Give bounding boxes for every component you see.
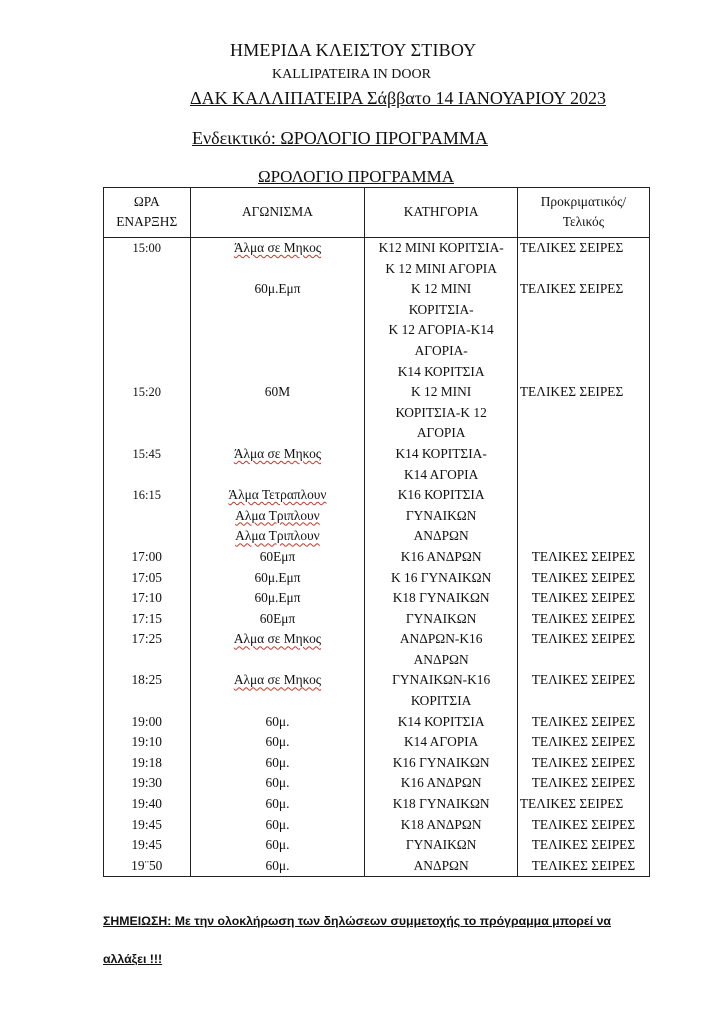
category-line: Κ 12 ΜΙΝΙ [411, 384, 472, 400]
document-title: ΗΜΕΡΙΔΑ ΚΛΕΙΣΤΟΥ ΣΤΙΒΟΥ [230, 40, 477, 60]
header-event-label: ΑΓΩΝΙΣΜΑ [242, 204, 313, 219]
header-time [104, 188, 191, 238]
table-row [104, 773, 650, 794]
cell-time [104, 279, 191, 382]
cell-event [190, 444, 365, 485]
event-text: 60μ. [265, 796, 290, 812]
table-row [104, 279, 650, 382]
category-line: Κ14 ΚΟΡΙΤΣΙΑ [397, 363, 485, 379]
header-category-label: ΚΑΤΗΓΟΡΙΑ [403, 204, 479, 219]
category-line: ΚΟΡΙΤΣΙΑ-Κ 12 [395, 404, 487, 420]
cell-type: ΤΕΛΙΚΕΣ ΣΕΙΡΕΣ [517, 588, 649, 609]
event-text: Αλμα σε Μηκος [233, 631, 322, 647]
table-row [104, 732, 650, 753]
cell-category [365, 588, 517, 609]
category-line: Κ14 ΑΓΟΡΙΑ [403, 734, 479, 750]
schedule-title: ΩΡΟΛΟΓΙΟ ΠΡΟΓΡΑΜΜΑ [258, 167, 455, 186]
cell-type: ΤΕΛΙΚΕΣ ΣΕΙΡΕΣ [517, 382, 649, 444]
cell-time: 15:20 [104, 382, 191, 444]
cell-type: ΤΕΛΙΚΕΣ ΣΕΙΡΕΣ [517, 712, 649, 733]
cell-event [190, 568, 365, 589]
table-row [104, 568, 650, 589]
event-line [191, 547, 365, 568]
cell-event [190, 238, 365, 280]
category-line: ΓΥΝΑΙΚΩΝ [405, 507, 477, 523]
cell-category [365, 485, 517, 547]
table-row [104, 712, 650, 733]
cell-type [517, 485, 649, 547]
cell-time: 16:15 [104, 485, 191, 547]
category-line: ΑΓΟΡΙΑ- [414, 342, 468, 358]
cell-type: ΤΕΛΙΚΕΣ ΣΕΙΡΕΣ [517, 279, 649, 382]
cell-event [190, 279, 365, 382]
category-line: ΑΝΔΡΩΝ [413, 651, 469, 667]
event-line [191, 629, 365, 650]
cell-type: ΤΕΛΙΚΕΣ ΣΕΙΡΕΣ [517, 670, 649, 711]
event-line [191, 835, 365, 856]
cell-category [365, 568, 517, 589]
event-line [191, 753, 365, 774]
event-text: Άλμα Τετραπλουν [228, 487, 327, 503]
cell-type: ΤΕΛΙΚΕΣ ΣΕΙΡΕΣ [517, 815, 649, 836]
table-row [104, 547, 650, 568]
cell-category [365, 547, 517, 568]
event-text: 60Εμπ [259, 548, 296, 564]
event-text: Αλμα Τριπλουν [235, 528, 320, 544]
category-line: ΚΟΡΙΤΣΙΑ [410, 693, 472, 709]
cell-type: ΤΕΛΙΚΕΣ ΣΕΙΡΕΣ [517, 568, 649, 589]
category-line: Κ14 ΚΟΡΙΤΣΙΑ [397, 713, 485, 729]
category-line: Κ 12 ΜΙΝΙ ΑΓΟΡΙΑ [385, 260, 497, 276]
cell-event [190, 712, 365, 733]
table-row [104, 382, 650, 444]
cell-category [365, 629, 517, 670]
event-line [191, 444, 365, 465]
header-type [517, 188, 649, 238]
category-line: Κ16 ΑΝΔΡΩΝ [400, 548, 482, 564]
schedule-table [103, 187, 650, 877]
cell-category [365, 670, 517, 711]
table-row [104, 238, 650, 280]
cell-type: ΤΕΛΙΚΕΣ ΣΕΙΡΕΣ [517, 629, 649, 670]
event-text: 60μ.Εμπ [254, 590, 301, 606]
category-line: ΑΓΟΡΙΑ [416, 425, 466, 441]
cell-event [190, 670, 365, 711]
event-line [191, 588, 365, 609]
category-line: Κ18 ΓΥΝΑΙΚΩΝ [392, 590, 490, 606]
cell-event [190, 794, 365, 815]
cell-event [190, 547, 365, 568]
cell-category [365, 279, 517, 382]
category-line: ΓΥΝΑΙΚΩΝ-Κ16 [392, 672, 491, 688]
event-line [191, 609, 365, 630]
category-line: Κ 12 ΜΙΝΙ [411, 281, 472, 297]
event-text: Άλμα σε Μηκος [233, 445, 322, 461]
table-row [104, 588, 650, 609]
table-row [104, 485, 650, 547]
cell-type: ΤΕΛΙΚΕΣ ΣΕΙΡΕΣ [517, 753, 649, 774]
category-line: ΚΟΡΙΤΣΙΑ- [408, 301, 474, 317]
event-line [191, 506, 365, 527]
category-line: Κ18 ΓΥΝΑΙΚΩΝ [392, 796, 490, 812]
event-text: 60μ. [265, 713, 290, 729]
cell-event [190, 629, 365, 670]
cell-category [365, 609, 517, 630]
table-row [104, 444, 650, 485]
cell-event [190, 856, 365, 877]
cell-time: 18:25 [104, 670, 191, 711]
event-text: 60μ. [265, 816, 290, 832]
table-row [104, 753, 650, 774]
header-time-line: ΕΝΑΡΞΗΣ [116, 214, 178, 229]
cell-time: 17:05 [104, 568, 191, 589]
note [103, 902, 663, 978]
event-text: Αλμα Τριπλουν [235, 507, 320, 523]
header-type-line: Προκριματικός/ [540, 194, 627, 209]
cell-time: 19:30 [104, 773, 191, 794]
category-line: Κ16 ΑΝΔΡΩΝ [400, 775, 482, 791]
cell-time: 19:00 [104, 712, 191, 733]
event-line [191, 712, 365, 733]
cell-category [365, 732, 517, 753]
cell-type: ΤΕΛΙΚΕΣ ΣΕΙΡΕΣ [517, 732, 649, 753]
cell-type: ΤΕΛΙΚΕΣ ΣΕΙΡΕΣ [517, 773, 649, 794]
category-line: Κ14 ΑΓΟΡΙΑ [403, 466, 479, 482]
header-event [190, 188, 365, 238]
cell-time: 17:10 [104, 588, 191, 609]
category-line: Κ 16 ΓΥΝΑΙΚΩΝ [391, 569, 492, 585]
indicative-heading [192, 128, 488, 149]
event-line [191, 794, 365, 815]
cell-time: 15:00 [104, 238, 191, 280]
cell-category [365, 753, 517, 774]
cell-category [365, 444, 517, 485]
cell-category [365, 835, 517, 856]
event-line [191, 382, 365, 403]
event-text: 60Μ [264, 384, 291, 400]
cell-type [517, 444, 649, 485]
table-row [104, 815, 650, 836]
table-row [104, 835, 650, 856]
event-line [191, 856, 365, 877]
cell-time: 19:40 [104, 794, 191, 815]
cell-category [365, 238, 517, 280]
cell-type: ΤΕΛΙΚΕΣ ΣΕΙΡΕΣ [517, 794, 649, 815]
table-row [104, 670, 650, 711]
cell-type: ΤΕΛΙΚΕΣ ΣΕΙΡΕΣ [517, 238, 649, 280]
event-text: Άλμα σε Μηκος [233, 240, 322, 255]
document-subtitle: KALLIPATEIRA IN DOOR [272, 67, 431, 82]
cell-category [365, 856, 517, 877]
event-text: 60μ. [265, 754, 290, 770]
cell-event [190, 609, 365, 630]
event-text: 60μ. [265, 734, 290, 750]
cell-type: ΤΕΛΙΚΕΣ ΣΕΙΡΕΣ [517, 835, 649, 856]
event-line [191, 815, 365, 836]
event-line [191, 732, 365, 753]
category-line: Κ18 ΑΝΔΡΩΝ [400, 816, 482, 832]
table-row [104, 629, 650, 670]
note-line: αλλάξει !!! [103, 952, 163, 966]
event-line [191, 485, 365, 506]
header-category [365, 188, 517, 238]
cell-category [365, 773, 517, 794]
category-line: Κ14 ΚΟΡΙΤΣΙΑ- [395, 445, 487, 461]
event-line [191, 279, 365, 300]
cell-event [190, 382, 365, 444]
event-text: 60μ.Εμπ [254, 281, 301, 297]
event-line [191, 773, 365, 794]
table-row [104, 856, 650, 877]
event-text: Αλμα σε Μηκος [233, 672, 322, 688]
cell-type: ΤΕΛΙΚΕΣ ΣΕΙΡΕΣ [517, 856, 649, 877]
indicative-title: ΩΡΟΛΟΓΙΟ ΠΡΟΓΡΑΜΜΑ [280, 128, 488, 148]
venue-date-line: ΔΑΚ ΚΑΛΛΙΠΑΤΕΙΡΑ Σάββατο 14 ΙΑΝΟΥΑΡΙΟΥ 2023 [190, 88, 607, 108]
cell-type: ΤΕΛΙΚΕΣ ΣΕΙΡΕΣ [517, 609, 649, 630]
category-line: ΑΝΔΡΩΝ [413, 528, 469, 544]
category-line: ΓΥΝΑΙΚΩΝ [405, 610, 477, 626]
cell-event [190, 588, 365, 609]
cell-category [365, 712, 517, 733]
category-line: Κ16 ΚΟΡΙΤΣΙΑ [397, 487, 485, 503]
cell-time: 19:45 [104, 835, 191, 856]
cell-time: 19:18 [104, 753, 191, 774]
table-row [104, 609, 650, 630]
event-line [191, 568, 365, 589]
cell-time: 19¨50 [104, 856, 191, 877]
header-type-line: Τελικός [562, 214, 605, 229]
cell-type: ΤΕΛΙΚΕΣ ΣΕΙΡΕΣ [517, 547, 649, 568]
event-text: 60μ.Εμπ [254, 569, 301, 585]
cell-event [190, 732, 365, 753]
cell-category [365, 794, 517, 815]
event-text: 60μ. [265, 837, 290, 853]
event-text: 60Εμπ [259, 610, 296, 626]
category-line: ΓΥΝΑΙΚΩΝ [405, 837, 477, 853]
event-text: 60μ. [265, 775, 290, 791]
category-line: ΑΝΔΡΩΝ [413, 857, 469, 873]
note-line: ΣΗΜΕΙΩΣΗ: Με την ολοκλήρωση των δηλώσεων συμμετοχής το πρόγραμμα μπορεί να [103, 914, 611, 928]
cell-time: 17:15 [104, 609, 191, 630]
indicative-prefix: Ενδεικτικό: [192, 128, 281, 148]
category-line: Κ 12 ΑΓΟΡΙΑ-Κ14 [388, 322, 494, 338]
category-line: ΑΝΔΡΩΝ-Κ16 [399, 631, 483, 647]
cell-time: 15:45 [104, 444, 191, 485]
cell-event [190, 815, 365, 836]
table-header-row [104, 188, 650, 238]
event-line [191, 670, 365, 691]
header-time-line: ΩΡΑ [133, 194, 160, 209]
event-line [191, 526, 365, 547]
category-line: Κ12 ΜΙΝΙ ΚΟΡΙΤΣΙΑ- [378, 240, 504, 255]
cell-time: 19:10 [104, 732, 191, 753]
event-text: 60μ. [265, 857, 290, 873]
cell-category [365, 815, 517, 836]
event-line [191, 238, 365, 259]
cell-time: 19:45 [104, 815, 191, 836]
cell-category [365, 382, 517, 444]
cell-time: 17:00 [104, 547, 191, 568]
cell-event [190, 773, 365, 794]
table-row [104, 794, 650, 815]
cell-event [190, 485, 365, 547]
cell-time: 17:25 [104, 629, 191, 670]
cell-event [190, 753, 365, 774]
cell-event [190, 835, 365, 856]
category-line: Κ16 ΓΥΝΑΙΚΩΝ [392, 754, 490, 770]
